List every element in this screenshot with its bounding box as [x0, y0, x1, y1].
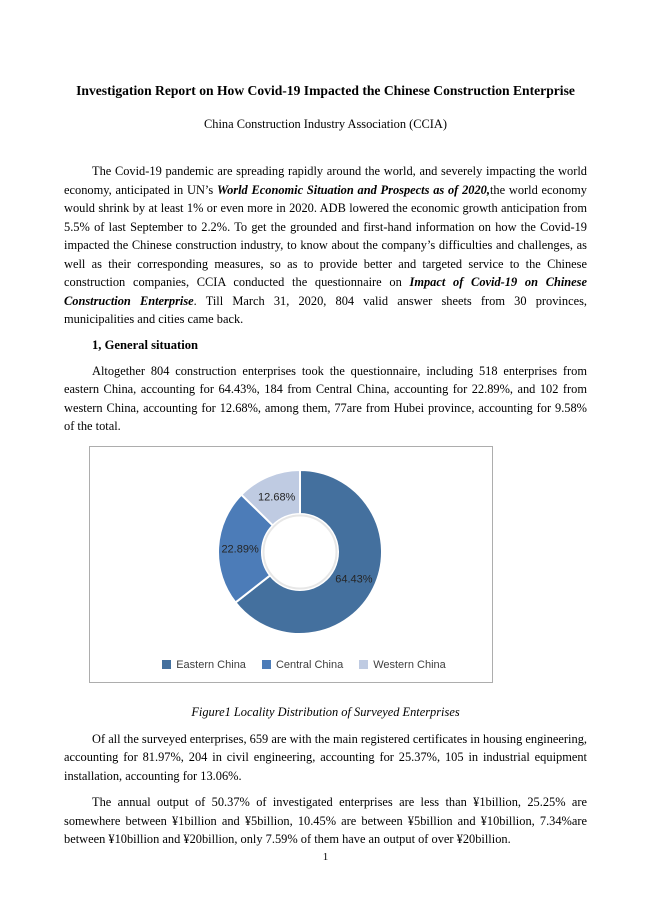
emphasized-document-title: Impact of Covid-19 on Chinese Construction Enterprise — [64, 275, 588, 308]
body-text: the world economy would shrink by at least 1% or even more in 2020. ADB lowered the economic growth anticipation from 5.5% of last September to 2.2%. To get the grounded and first-hand information on how the Covid-19 impacted the Chinese construction industry, to know about the company’s difficulties and challenges, as well as their corresponding measures, so as to provide better and targeted service to the Chinese construction companies, CCIA conducted the questionnaire on — [64, 182, 587, 289]
legend-label-central-china: Central China — [275, 658, 344, 671]
donut-chart — [90, 447, 492, 682]
legend-marker-western-china-icon — [359, 660, 368, 669]
figure-caption: Figure1 Locality Distribution of Surveyed Enterprises — [191, 704, 460, 719]
legend-item-western-china — [359, 659, 446, 671]
page-number: 1 — [322, 850, 329, 863]
report-subtitle: China Construction Industry Association (CCIA) — [204, 117, 447, 131]
slice-label-eastern-china: 64.43% — [335, 572, 373, 585]
legend-marker-eastern-china-icon — [162, 660, 171, 669]
paragraph-annual-output: The annual output of 50.37% of investigated enterprises are less than ¥1billion, 25.25% are somewhere between ¥1billion and ¥5billion, 10.45% are between ¥5billion and ¥10billion, 7.34%are between ¥10billion and ¥20billion, only 7.59% of them have an output of over ¥20billion. — [64, 795, 587, 846]
report-title: Investigation Report on How Covid-19 Impacted the Chinese Construction Enterprise — [76, 83, 575, 98]
legend-item-central-china — [262, 659, 343, 671]
paragraph-intro — [64, 162, 587, 329]
paragraph-certificates: Of all the surveyed enterprises, 659 are with the main registered certificates in housing engineering, accounting for 81.97%, 204 in civil engineering, accounting for 25.37%, 105 in industrial equipment installation, accounting for 13.06%. — [64, 731, 587, 783]
slice-label-western-china: 12.68% — [258, 491, 296, 504]
chart-legend — [116, 659, 492, 671]
legend-label-eastern-china: Eastern China — [176, 658, 246, 671]
donut-chart-figure — [89, 446, 493, 683]
slice-label-central-china: 22.89% — [221, 543, 259, 556]
legend-item-eastern-china — [162, 659, 246, 671]
donut-hole-shadow — [264, 515, 337, 588]
body-text: The Covid-19 pandemic are spreading rapidly around the world, and severely impacting the world economy, anticipated in UN’s — [64, 164, 587, 197]
paragraph-survey-counts: Altogether 804 construction enterprises took the questionnaire, including 518 enterprises from eastern China, accounting for 64.43%, 184 from Central China, accounting for 22.89%, and 102 from western China, accounting for 12.68%, among them, 77are from Hubei province, accounting for 9.58% of the total. — [64, 363, 587, 433]
section-heading-general-situation: 1, General situation — [92, 337, 198, 352]
legend-label-western-china: Western China — [373, 658, 446, 671]
body-text: . Till March 31, 2020, 804 valid answer sheets from 30 provinces, municipalities and cities came back. — [64, 293, 587, 326]
legend-marker-central-china-icon — [262, 660, 271, 669]
emphasized-document-title: World Economic Situation and Prospects as of 2020, — [216, 182, 490, 197]
